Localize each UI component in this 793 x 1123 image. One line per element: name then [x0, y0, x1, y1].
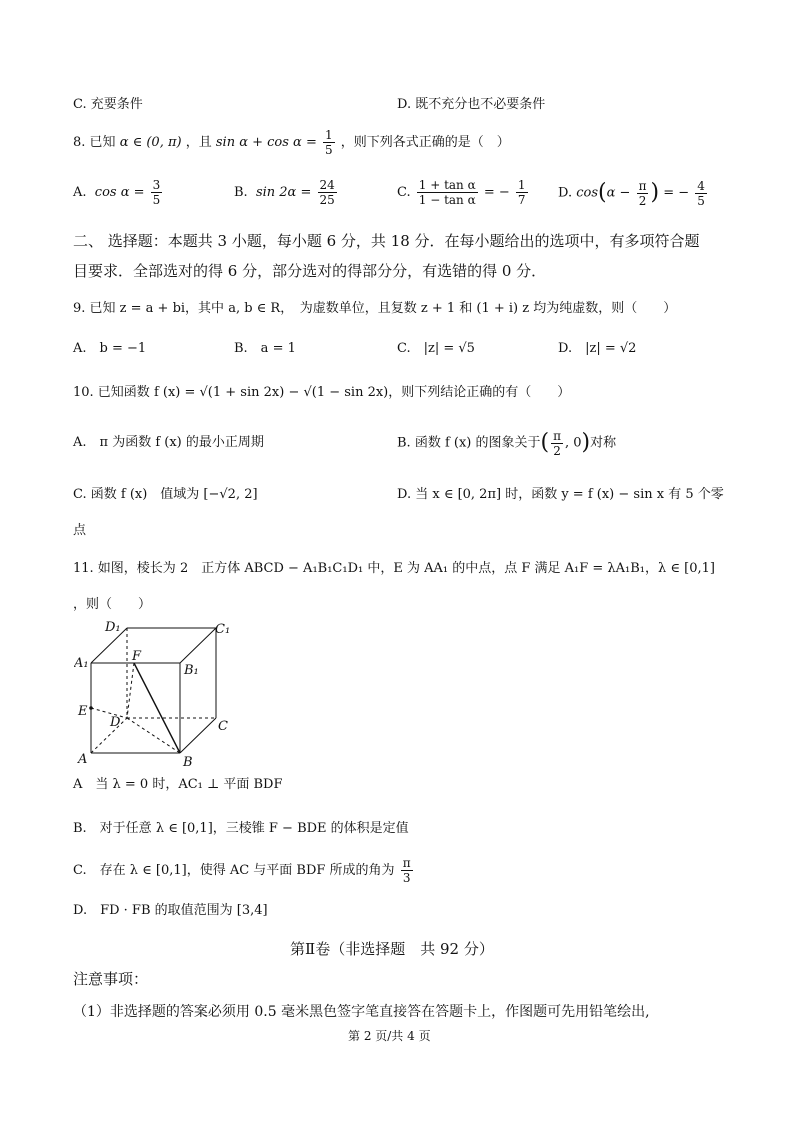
q10-stem: 10. 已知函数 f (x) = √(1 + sin 2x) − √(1 − sin 2x)，则下列结论正确的有（ ）	[73, 385, 571, 400]
label-B1: B₁	[184, 663, 199, 678]
q7-option-d: D. 既不充分也不必要条件	[397, 97, 546, 112]
q8-option-c: C. $\frac{\text{1 + tan α}}{\text{1 − tan α}}$ = − $\frac{1}{7}$	[397, 178, 526, 207]
label-E: E	[78, 704, 88, 719]
q9-option-c: C. |z| = √5	[397, 341, 475, 356]
part2-notice: 注意事项：	[73, 970, 149, 988]
q11-stem-cont: ，则（ ）	[73, 597, 152, 612]
q10-option-c: C. 函数 f (x) 值域为 [−√2, 2]	[73, 487, 258, 502]
q8-suffix: ，则下列各式正确的是（ ）	[340, 135, 510, 150]
q8-given: α ∈ (0, π)	[119, 135, 182, 150]
label-C1: C₁	[215, 622, 231, 637]
q8-option-d: D. cos(α − $\frac{\pi}{2}$ ) = − $\frac{4}{5}$	[558, 178, 705, 208]
section2-line1: 二、 选择题：本题共 3 小题，每小题 6 分，共 18 分．在每小题给出的选项中，有多项符合题	[73, 232, 700, 250]
q10-option-d: D. 当 x ∈ [0, 2π] 时，函数 y = f (x) − sin x 有 5 个零	[397, 487, 724, 502]
q8-option-b: B. sin 2α = $\frac{24}{25}$	[234, 178, 335, 207]
q10-option-a: A. π 为函数 f (x) 的最小正周期	[73, 435, 264, 450]
part2-title: 第Ⅱ卷（非选择题 共 92 分）	[290, 940, 494, 958]
q10-option-b: B. 函数 f (x) 的图象关于( $\frac{\pi}{2}$ , 0)对称	[397, 428, 617, 458]
q8-mid: ，且	[185, 135, 212, 150]
q7-option-c: C. 充要条件	[73, 97, 143, 112]
q10-option-d-cont: 点	[73, 523, 87, 538]
section2-line2: 目要求．全部选对的得 6 分，部分选对的得部分分，有选错的得 0 分．	[73, 262, 547, 280]
label-F: F	[132, 649, 142, 664]
q8-prefix: 8. 已知	[73, 135, 116, 150]
label-C: C	[218, 719, 228, 734]
label-A: A	[78, 752, 88, 767]
label-D: D	[110, 715, 121, 730]
q11-option-a: A 当 λ = 0 时，AC₁ ⊥ 平面 BDF	[73, 777, 283, 792]
q9-option-b: B. a = 1	[234, 341, 296, 356]
q8-lhs: sin α + cos α =	[215, 135, 317, 150]
part2-item1: （1）非选择题的答案必须用 0.5 毫米黑色签字笔直接答在答题卡上，作图题可先用铅笔绘出,	[73, 1004, 650, 1020]
q9-option-a: A. b = −1	[73, 341, 147, 356]
cube-figure	[74, 618, 244, 770]
q8-stem	[73, 128, 510, 158]
label-D1: D₁	[105, 620, 121, 635]
q9-option-d: D. |z| = √2	[558, 341, 637, 356]
q8-option-a: A. cos α = $\frac{3}{5}$	[73, 178, 161, 207]
q11-option-d: D. FD · FB 的取值范围为 [3,4]	[73, 903, 268, 918]
page-footer: 第 2 页/共 4 页	[348, 1029, 431, 1043]
q11-option-c: C. 存在 λ ∈ [0,1]，使得 AC 与平面 BDF 所成的角为 $\frac{\pi}{3}$	[73, 856, 411, 885]
q11-option-b: B. 对于任意 λ ∈ [0,1]，三棱锥 F − BDE 的体积是定值	[73, 821, 409, 836]
q8-fraction: $\frac{1}{5}$	[325, 128, 333, 157]
label-A1: A₁	[74, 656, 89, 671]
q9-stem: 9. 已知 z = a + bi，其中 a, b ∈ R， 为虚数单位，且复数 z + 1 和 (1 + i) z 均为纯虚数，则（ ）	[73, 301, 677, 316]
q11-stem: 11. 如图，棱长为 2 正方体 ABCD − A₁B₁C₁D₁ 中，E 为 AA₁ 的中点，点 F 满足 A₁F = λA₁B₁，λ ∈ [0,1]	[73, 561, 715, 576]
label-B: B	[183, 755, 193, 770]
